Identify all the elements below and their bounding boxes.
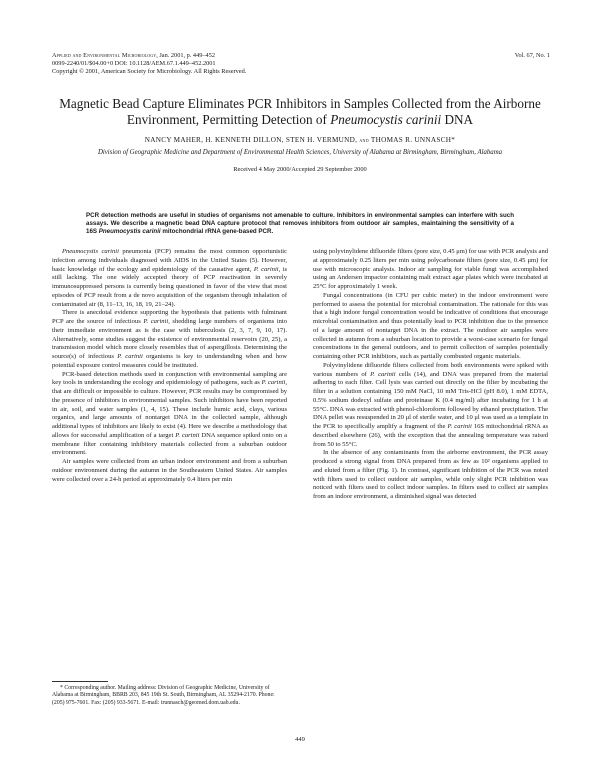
species-name: P. carinii <box>261 379 286 387</box>
title-block <box>52 96 548 173</box>
running-header <box>52 52 246 77</box>
page-number: 449 <box>295 736 305 743</box>
paragraph <box>52 371 287 459</box>
species-name: P. carinii <box>117 353 143 360</box>
affiliation: Division of Geographic Medicine and Department of Environmental Health Sciences, University of Alabama at Birmingham, Birmingham, Alabama <box>97 149 503 156</box>
authors-last: THOMAS R. UNNASCH* <box>370 136 456 144</box>
authors-main: NANCY MAHER, H. KENNETH DILLON, STEN H. VERMUND, <box>144 136 358 144</box>
doi-line: 0099-2240/01/$04.00+0 DOI: 10.1128/AEM.67.1.449–452.2001 <box>52 60 216 68</box>
journal-line <box>52 52 246 60</box>
species-name: P. carinii <box>143 318 169 325</box>
journal-name: Applied and Environmental Microbiology <box>52 52 157 59</box>
abstract-species: Pneumocystis carinii <box>98 228 161 236</box>
species-name: P. carinii <box>175 431 200 439</box>
paragraph-text: , that are difficult or impossible to culture. However, PCR results may be compromised by the presence of inhibitors in environmental samples. Such inhibitors have been reported in air, soil, and water samples (1, 4, 15). These include humic acid, clays, various organics, and large amounts of nontarget DNA in the collected sample, although additional types of inhibitors are likely to exist (4). Here we describe a methodology that allows for successful amplification of a target <box>52 379 287 439</box>
left-column <box>52 248 287 484</box>
article-title <box>52 96 548 128</box>
paragraph-text: organisms is key to understanding when and how potential exposure control measures could be instituted. <box>52 353 287 369</box>
paragraph-text: cells (14), and DNA was prepared from the material adhering to each filter. Cell lysis was carried out directly on the filter by incubating the filter in a solution containing 150 mM NaCl, 10 mM Tris-HCl (pH 8.0), 1 mM EDTA, 0.5% sodium dodecyl sulfate and proteinase K (0.4 mg/ml) after incubating for 1 h at 55°C. DNA was extracted with phenol-chloroform followed by ethanol precipitation. The DNA pellet was resuspended in 20 μl of sterile water, and 10 μl was used as a template in the PCR to specifically amplify a fragment of the <box>313 370 548 430</box>
paragraph: Air samples were collected from an urban indoor environment and from a suburban outdoor environment during the autumn in the Southeastern United States. Air samples were collected over a 24-h period at approximately 0.4 liters per min <box>52 458 287 483</box>
authors-and: and <box>359 137 369 144</box>
paragraph <box>52 248 287 309</box>
paragraph-text: Polyvinylidene difluoride filters collected from both environments were spiked with various numbers of <box>313 361 548 378</box>
paragraph-text: , shedding large numbers of organisms into their immediate environment as is the case with tuberculosis (2, 3, 7, 9, 10, 17). Alternatively, some studies suggest the existence of environmental reservoirs (20, 25), a transmission model which more closely resembles that of aspergillosis. Determining the source(s) of infectious <box>52 318 288 360</box>
paragraph: using polyvinylidene difluoride filters (pore size, 0.45 μm) for use with PCR analysis and at approximately 0.25 liters per min using polycarbonate filters (pore size, 0.45 μm) for use with microscopic analysis. Indoor air sampling for viable fungi was accomplished using an Andersen impactor containing malt extract agar plates which were incubated at 25°C for approximately 1 week. <box>313 248 548 290</box>
volume-number: Vol. 67, No. 1 <box>514 52 550 59</box>
species-name: P. carinii <box>447 423 472 430</box>
species-name: P. carinii <box>253 265 279 273</box>
abstract <box>86 212 514 237</box>
copyright-line: Copyright © 2001, American Society for Microbiology. All Rights Reserved. <box>52 68 247 76</box>
paragraph: Fungal concentrations (in CFU per cubic meter) in the indoor environment were performed to assess the potential for microbial contamination. The rationale for this was that a high indoor fungal concentration would be indicative of conditions that encourage microbial contamination and thus potentially lead to PCR inhibition due to the presence of a large amount of nontarget DNA in the extract. The outdoor air samples were collected in autumn from a suburban location to provide a worst-case scenario for fungal concentrations in the general outdoors, and to permit collection of samples potentially containing other PCR inhibitors, such as partially combusted organic materials. <box>313 291 548 360</box>
author-list <box>52 136 548 144</box>
received-accepted-dates: Received 4 May 2000/Accepted 29 September 2000 <box>233 166 367 173</box>
paragraph <box>313 362 548 450</box>
paragraph-text: DNA sequence spiked onto on a membrane filter containing inhibitory materials collected from a suburban outdoor environment. <box>52 431 287 457</box>
corresponding-author-footnote: * Corresponding author. Mailing address: Division of Geographic Medicine, University of Alabama at Birmingham, BBRB 203, 845 19th St. South, Birmingham, AL 35294-2170. Phone: (205) 975-7601. Fax: (205) 933-5671. E-mail: trunnasch@geomed.dom.uab.edu. <box>52 685 275 706</box>
abstract-text: PCR detection methods are useful in studies of organisms not amenable to culture. Inhibitors in environmental samples can interfere with such assays. We describe a magnetic bead DNA capture protocol that removes inhibitors from outdoor air samples, maintaining the sensitivity of a 16S <box>86 212 514 236</box>
title-suffix: DNA <box>441 112 474 127</box>
title-text: Magnetic Bead Capture Eliminates PCR Inhibitors in Samples Collected from the Airborne Environment, Permitting Detection of <box>59 96 541 127</box>
abstract-text-end: mitochondrial rRNA gene-based PCR. <box>160 228 274 236</box>
title-species: Pneumocystis carinii <box>330 112 442 127</box>
paragraph-text: 16S mitochondrial rRNA as described elsewhere (26), with the exception that the annealing temperature was raised from 50 to 55°C. <box>313 423 548 448</box>
species-name: P. carinii <box>370 370 396 378</box>
species-name: Pneumocystis carinii <box>62 248 119 255</box>
paragraph-text: pneumonia (PCP) remains the most common opportunistic infection among individuals diagnosed with AIDS in the United States (5). However, basic knowledge of the ecology and epidemiology of the causative agent, <box>52 248 287 273</box>
paragraph-text: There is anecdotal evidence supporting the hypothesis that patients with fulminant PCP are the source of infectious <box>52 309 287 325</box>
paragraph: In the absence of any contaminants from the airborne environment, the PCR assay produced a strong signal from DNA prepared from as few as 10² organisms applied to and eluted from a filter (Fig. 1). In contrast, significant inhibition of the PCR was noted with filters used to collect outdoor air samples, while only slight PCR inhibition was noticed with filters used to collect indoor samples. In filters used to collect air samples from an indoor environment, a diminished signal was detected <box>313 449 548 500</box>
footnote-divider <box>52 681 108 682</box>
paragraph <box>52 309 287 370</box>
paragraph-text: PCR-based detection methods used in conjunction with environmental sampling are key tools in understanding the ecology and epidemiology of pathogens, such as <box>52 370 287 387</box>
journal-date-pages: , Jan. 2001, p. 449–452 <box>156 52 215 59</box>
paragraph-text: , is still lacking. The one widely accepted theory of PCP reactivation in severely immunosuppressed persons is currently being questioned in favor of the view that most episodes of PCP result from a de novo acquisition of the organism through inhalation of contaminated air (8, 11–13, 16, 18, 19, 21–24). <box>52 265 288 308</box>
right-column <box>313 248 548 502</box>
